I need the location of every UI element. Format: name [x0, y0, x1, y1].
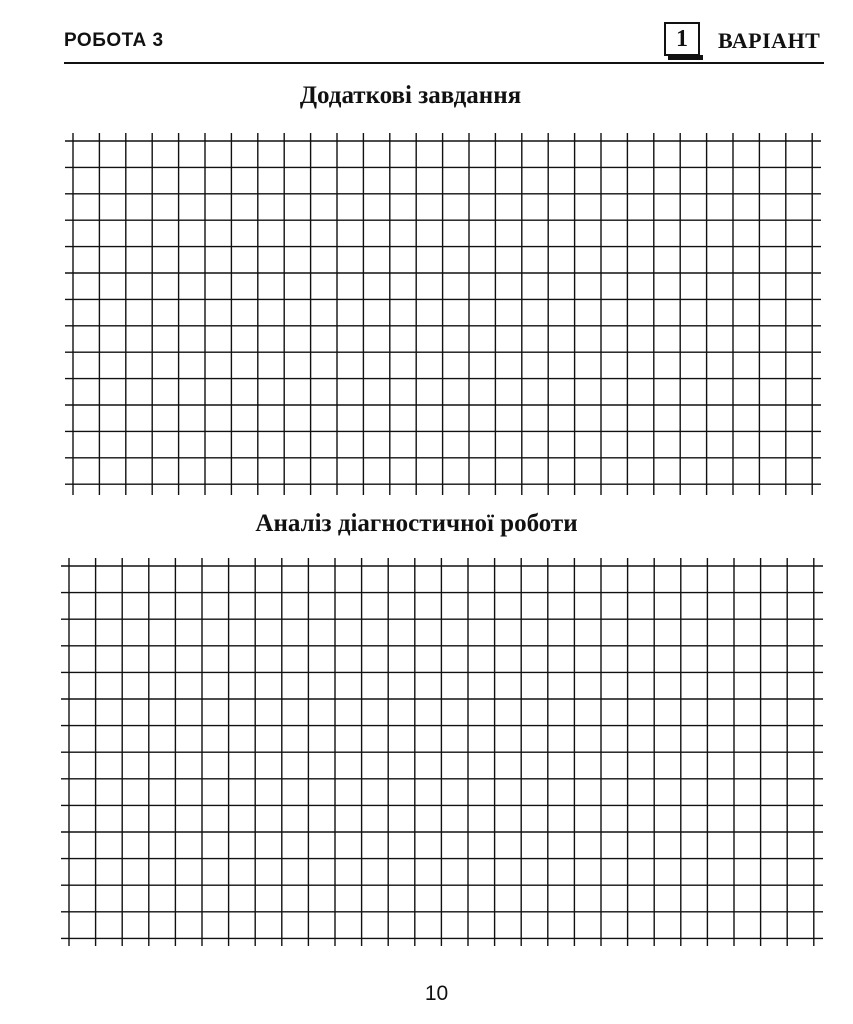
variant-label: ВАРІАНТ — [718, 28, 821, 53]
page-number: 10 — [424, 982, 449, 1005]
variant-number-box: 1 — [664, 22, 700, 56]
additional-tasks-title: Додаткові завдання — [299, 82, 522, 109]
analysis-title: Аналіз діагностичної роботи — [255, 510, 578, 537]
work-title: РОБОТА 3 — [64, 30, 164, 51]
